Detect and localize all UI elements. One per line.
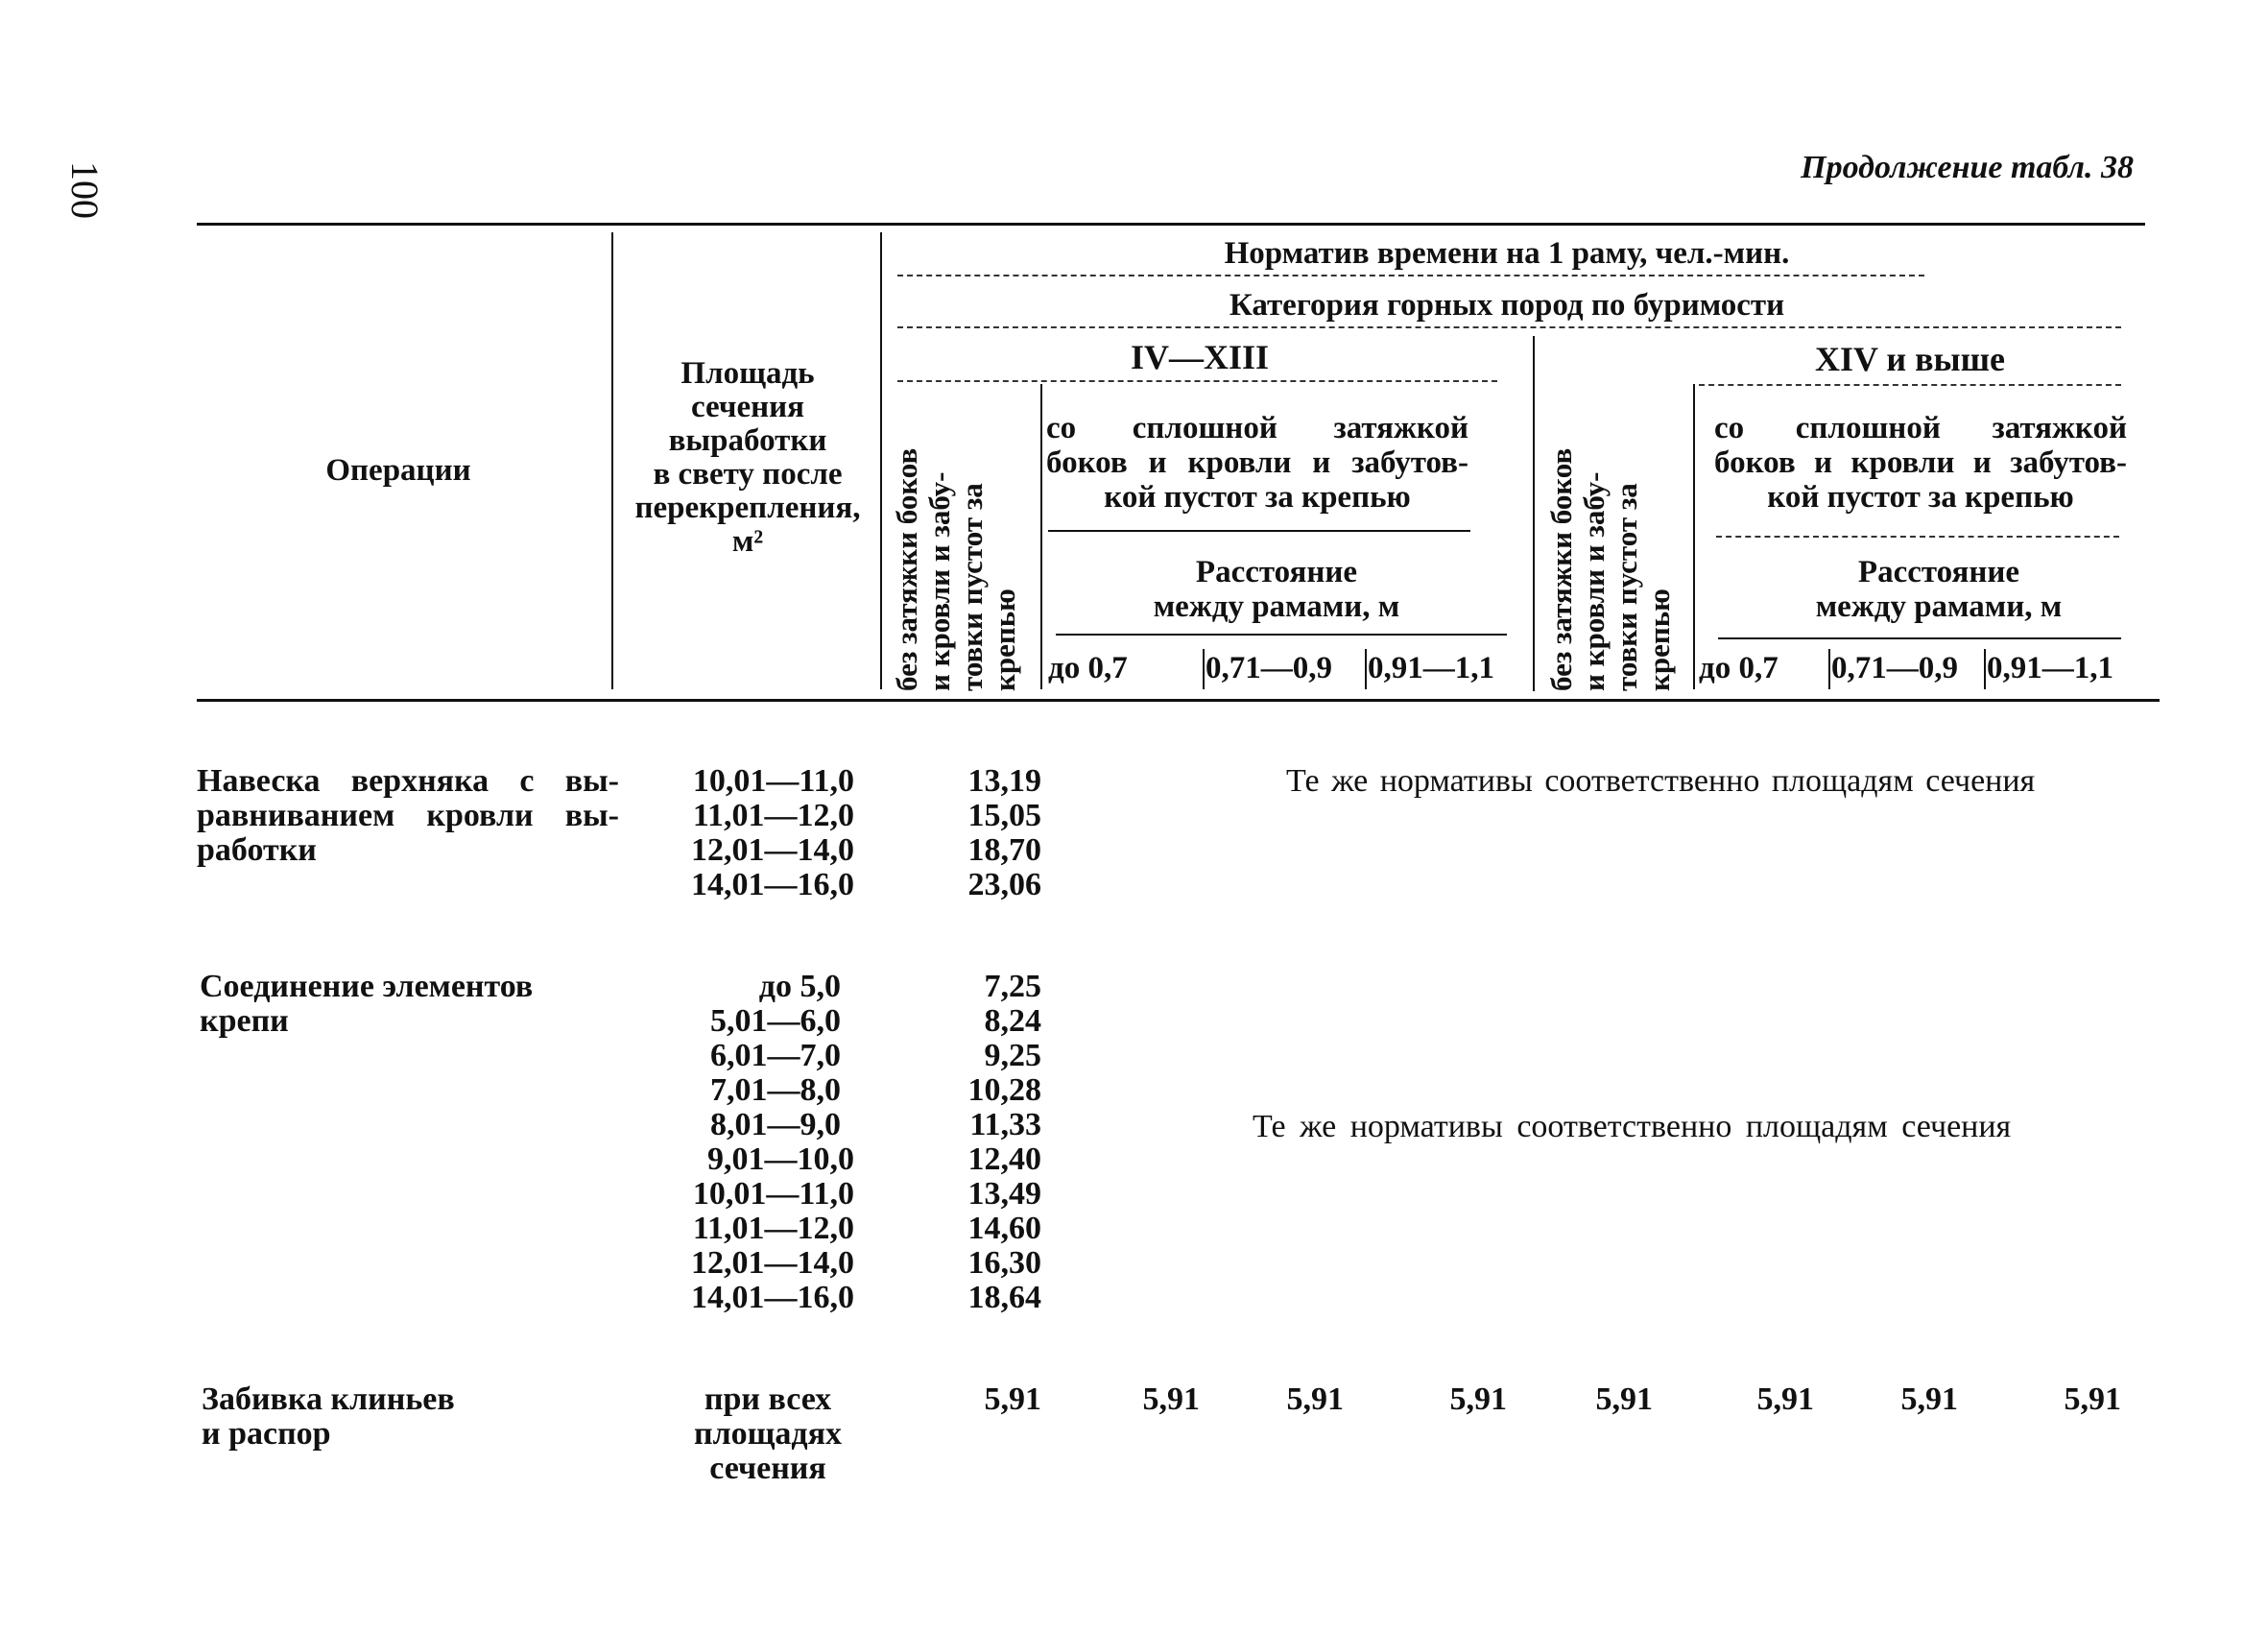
rule-under-group2 — [1699, 384, 2121, 386]
row3-value-8: 5,91 — [2064, 1381, 2121, 1417]
row2-operation: Соединение элементов крепи — [200, 969, 534, 1039]
rule-under-norm — [897, 275, 1924, 276]
row2-values: 7,25 8,24 9,25 10,28 11,33 12,40 13,49 14,60 16,30 18,64 — [967, 969, 1041, 1315]
header-distance-1: Расстояние между рамами, м — [1153, 555, 1400, 624]
row3-value-5: 5,91 — [1595, 1381, 1653, 1417]
divider-operations — [611, 232, 613, 689]
rule-distance2 — [1718, 637, 2121, 639]
row2-note: Те же нормативы соответственно площадям сечения — [1253, 1109, 2012, 1144]
row1-note: Те же нормативы соответственно площадям сечения — [1286, 763, 2036, 799]
continuation-label: Продолжение табл. 38 — [1801, 150, 2134, 185]
row1-operation: Навеска верхняка с вы- равниванием кровли вы- работки — [197, 763, 619, 868]
row2-areas: до 5,0 5,01—6,0 6,01—7,0 7,01—8,0 8,01—9,0 9,01—10,0 10,01—11,0 11,01—12,0 12,01—14,0 14,01—16,0 — [691, 969, 854, 1315]
dist-col-1b: 0,71—0,9 — [1206, 651, 1332, 685]
dist-col-2c: 0,91—1,1 — [1987, 651, 2113, 685]
header-distance-2: Расстояние между рамами, м — [1815, 555, 2063, 624]
page-number: 100 — [63, 161, 107, 219]
row1-values: 13,19 15,05 18,70 23,06 — [967, 763, 1041, 902]
row3-value-4: 5,91 — [1449, 1381, 1507, 1417]
row3-value-6: 5,91 — [1756, 1381, 1814, 1417]
header-group1: IV—XIII — [1130, 338, 1270, 376]
header-bottom-rule — [197, 699, 2160, 702]
row1-areas: 10,01—11,0 11,01—12,0 12,01—14,0 14,01—16,0 — [691, 763, 854, 902]
dist-col-1c: 0,91—1,1 — [1368, 651, 1494, 685]
header-group2: XIV и выше — [1814, 340, 2006, 378]
dist-col-2a: до 0,7 — [1699, 651, 1779, 685]
divider-dist1b — [1365, 649, 1367, 689]
table-top-rule — [197, 223, 2145, 226]
row3-value-3: 5,91 — [1286, 1381, 1344, 1417]
dist-col-1a: до 0,7 — [1048, 651, 1128, 685]
header-category: Категория горных пород по буримости — [1229, 288, 1785, 323]
rule-full-lag2 — [1716, 536, 2119, 538]
row3-value-2: 5,91 — [1142, 1381, 1200, 1417]
rule-full-lag1 — [1048, 530, 1470, 532]
divider-dist2a — [1828, 649, 1830, 689]
divider-nolag1 — [1040, 384, 1042, 689]
row3-operation: Забивка клиньев и распор — [202, 1381, 455, 1452]
header-full-lagging-2: со сплошной затяжкой боков и кровли и забутов- кой пустот за крепью — [1714, 411, 2127, 515]
dist-col-2b: 0,71—0,9 — [1831, 651, 1958, 685]
divider-groups — [1533, 336, 1535, 691]
row3-areas: при всех площадях сечения — [694, 1381, 842, 1486]
divider-dist1a — [1203, 649, 1205, 689]
rule-distance1 — [1056, 634, 1507, 636]
row3-value-7: 5,91 — [1900, 1381, 1958, 1417]
header-norm: Норматив времени на 1 раму, чел.-мин. — [1224, 236, 1790, 271]
rule-under-group1 — [897, 380, 1497, 382]
header-operations: Операции — [325, 453, 471, 488]
row3-value-1: 5,91 — [984, 1381, 1041, 1417]
rule-under-category — [897, 326, 2121, 328]
header-area: Площадь сечения выработки в свету после перекрепления, м² — [634, 356, 861, 559]
divider-nolag2 — [1693, 384, 1695, 689]
header-full-lagging-1: со сплошной затяжкой боков и кровли и забутов- кой пустот за крепью — [1046, 411, 1468, 515]
